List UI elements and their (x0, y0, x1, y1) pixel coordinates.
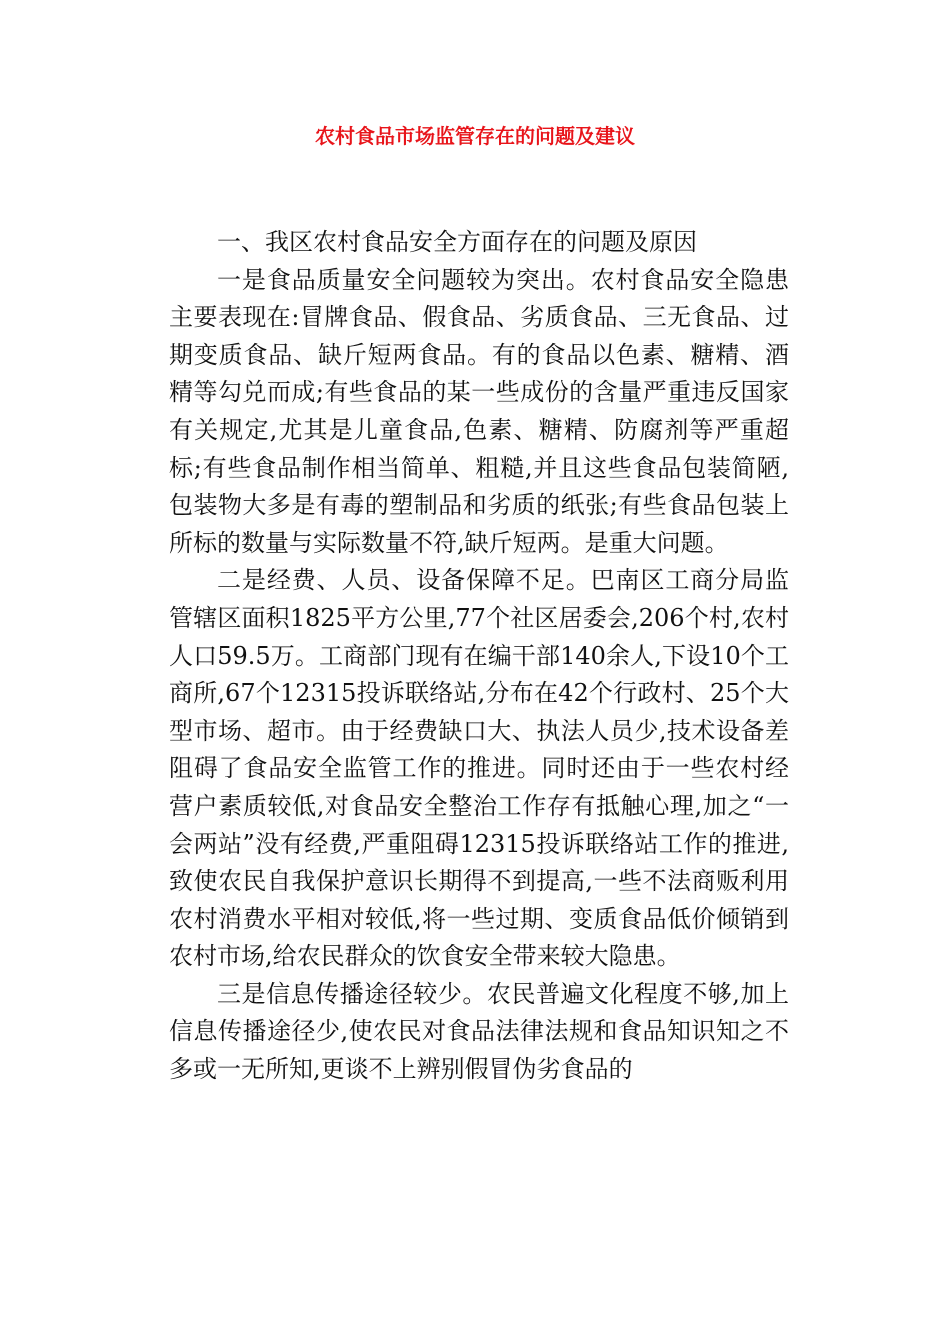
document-title: 农村食品市场监管存在的问题及建议 (315, 124, 635, 148)
paragraph-2: 二是经费、人员、设备保障不足。巴南区工商分局监管辖区面积1825平方公里,77个社区居委会,206个村,农村人口59.5万。工商部门现有在编干部140余人,下设10个工商所,67个12315投诉联络站,分布在42个行政村、25个大型市场、超市。由于经费缺口大、执法人员少,技术设备差阻碍了食品安全监管工作的推进。同时还由于一些农村经营户素质较低,对食品安全整治工作存有抵触心理,加之“一会两站”没有经费,严重阻碍12315投诉联络站工作的推进,致使农民自我保护意识长期得不到提高,一些不法商贩利用农村消费水平相对较低,将一些过期、变质食品低价倾销到农村市场,给农民群众的饮食安全带来较大隐患。 (169, 566, 789, 971)
section-heading: 一、我区农村食品安全方面存在的问题及原因 (217, 228, 697, 256)
paragraph-3: 三是信息传播途径较少。农民普遍文化程度不够,加上信息传播途径少,使农民对食品法律法规和食品知识知之不多或一无所知,更谈不上辨别假冒伪劣食品的 (169, 979, 789, 1084)
document-body (169, 224, 789, 1089)
paragraph-1: 一是食品质量安全问题较为突出。农村食品安全隐患主要表现在:冒牌食品、假食品、劣质食品、三无食品、过期变质食品、缺斤短两食品。有的食品以色素、糖精、酒精等勾兑而成;有些食品的某一些成份的含量严重违反国家有关规定,尤其是儿童食品,色素、糖精、防腐剂等严重超标;有些食品制作相当简单、粗糙,并且这些食品包装简陋,包装物大多是有毒的塑制品和劣质的纸张;有些食品包装上所标的数量与实际数量不符,缺斤短两。是重大问题。 (169, 265, 789, 557)
